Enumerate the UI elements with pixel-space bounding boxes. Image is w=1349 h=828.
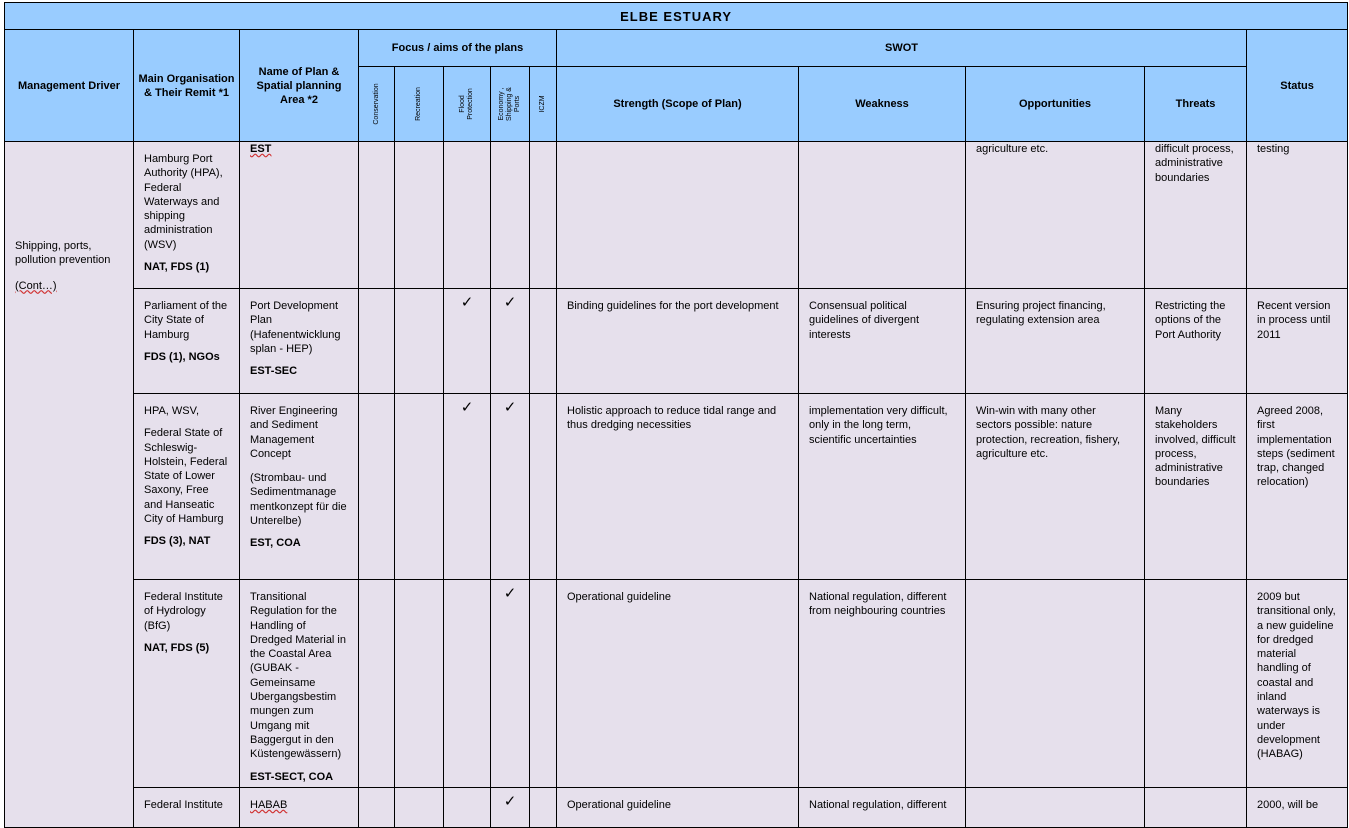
strength-cell: Operational guideline xyxy=(557,580,799,788)
status-cell: 2009 but transitional only, a new guideline for dredged material handling of coastal and inland waterways is under development (HABAG) xyxy=(1247,580,1348,788)
plan-cell: HABAB xyxy=(240,788,359,828)
focus-cell xyxy=(395,289,444,394)
status-cell: 2000, will be xyxy=(1247,788,1348,828)
focus-cell xyxy=(359,142,395,289)
weakness-cell: National regulation, different from neighbouring countries xyxy=(799,580,966,788)
strength-cell: Operational guideline xyxy=(557,788,799,828)
header-strength: Strength (Scope of Plan) xyxy=(557,67,799,142)
focus-cell xyxy=(395,580,444,788)
check-flood-protection: ✓ xyxy=(444,394,491,580)
threats-cell xyxy=(1145,580,1247,788)
strength-cell: Holistic approach to reduce tidal range and thus dredging necessities xyxy=(557,394,799,580)
focus-cell xyxy=(395,788,444,828)
focus-cell xyxy=(395,142,444,289)
focus-cell xyxy=(530,788,557,828)
header-focus-recreation: Recreation xyxy=(395,67,444,142)
org-cell: Federal Institute of Hydrology (BfG) NAT, FDS (5) xyxy=(134,580,240,788)
header-focus-flood-protection: Flood Protection xyxy=(444,67,491,142)
focus-cell xyxy=(530,394,557,580)
weakness-cell: implementation very difficult, only in the long term, scientific uncertainties xyxy=(799,394,966,580)
focus-cell xyxy=(359,394,395,580)
org-cell: Federal Institute xyxy=(134,788,240,828)
focus-cell xyxy=(395,394,444,580)
focus-cell xyxy=(491,142,530,289)
focus-cell xyxy=(444,142,491,289)
threats-cell xyxy=(1145,788,1247,828)
weakness-cell xyxy=(799,142,966,289)
header-status: Status xyxy=(1247,30,1348,142)
table-row xyxy=(5,142,1348,289)
org-cell: Parliament of the City State of Hamburg FDS (1), NGOs xyxy=(134,289,240,394)
status-cell: Recent version in process until 2011 xyxy=(1247,289,1348,394)
opportunities-cell: Win-win with many other sectors possible: nature protection, recreation, fishery, agriculture etc. xyxy=(966,394,1145,580)
header-swot: SWOT xyxy=(557,30,1247,67)
plan-cell: Transitional Regulation for the Handling of Dredged Material in the Coastal Area (GUBAK - Gemeinsame Ubergangsbestim mungen zum Umgang mit Baggergut in den Küstengewässern) EST-SECT, COA xyxy=(240,580,359,788)
opportunities-cell: Ensuring project financing, regulating extension area xyxy=(966,289,1145,394)
strength-cell xyxy=(557,142,799,289)
table-row xyxy=(5,788,1348,828)
org-cell: HPA, WSV, Federal State of Schleswig-Holstein, Federal State of Lower Saxony, Free and Hanseatic City of Hamburg FDS (3), NAT xyxy=(134,394,240,580)
table-row xyxy=(5,580,1348,788)
status-cell: Agreed 2008, first implementation steps (sediment trap, changed relocation) xyxy=(1247,394,1348,580)
header-focus-iczm: ICZM xyxy=(530,67,557,142)
threats-cell: Restricting the options of the Port Authority xyxy=(1145,289,1247,394)
check-flood-protection: ✓ xyxy=(444,289,491,394)
header-main-organisation: Main Organisation & Their Remit *1 xyxy=(134,30,240,142)
opportunities-cell xyxy=(966,788,1145,828)
header-focus-conservation: Conservation xyxy=(359,67,395,142)
focus-cell xyxy=(359,289,395,394)
header-management-driver: Management Driver xyxy=(5,30,134,142)
table-title: ELBE ESTUARY xyxy=(5,3,1348,30)
check-economy: ✓ xyxy=(491,394,530,580)
header-focus: Focus / aims of the plans xyxy=(359,30,557,67)
org-cell: Hamburg Port Authority (HPA), Federal Waterways and shipping administration (WSV) NAT, FDS (1) xyxy=(134,142,240,289)
table-row xyxy=(5,394,1348,580)
opportunities-cell xyxy=(966,580,1145,788)
check-economy: ✓ xyxy=(491,580,530,788)
header-plan-name: Name of Plan & Spatial planning Area *2 xyxy=(240,30,359,142)
table-row xyxy=(5,289,1348,394)
elbe-estuary-table xyxy=(4,2,1348,828)
threats-cell: Many stakeholders involved, difficult process, administrative boundaries xyxy=(1145,394,1247,580)
focus-cell xyxy=(530,580,557,788)
threats-cell: difficult process, administrative boundaries xyxy=(1145,142,1247,289)
header-threats: Threats xyxy=(1145,67,1247,142)
plan-cell: EST xyxy=(240,142,359,289)
weakness-cell: Consensual political guidelines of divergent interests xyxy=(799,289,966,394)
opportunities-cell: agriculture etc. xyxy=(966,142,1145,289)
weakness-cell: National regulation, different xyxy=(799,788,966,828)
check-economy: ✓ xyxy=(491,788,530,828)
header-opportunities: Opportunities xyxy=(966,67,1145,142)
header-focus-economy: Economy , Shipping & Ports xyxy=(491,67,530,142)
focus-cell xyxy=(530,142,557,289)
focus-cell xyxy=(444,580,491,788)
strength-cell: Binding guidelines for the port development xyxy=(557,289,799,394)
check-economy: ✓ xyxy=(491,289,530,394)
plan-cell: Port Development Plan (Hafenentwicklung splan - HEP) EST-SEC xyxy=(240,289,359,394)
header-weakness: Weakness xyxy=(799,67,966,142)
focus-cell xyxy=(530,289,557,394)
focus-cell xyxy=(359,788,395,828)
plan-cell: River Engineering and Sediment Management Concept (Strombau- und Sedimentmanage mentkonzept für die Unterelbe) EST, COA xyxy=(240,394,359,580)
focus-cell xyxy=(359,580,395,788)
management-driver-cell: Shipping, ports, pollution prevention (Cont…) xyxy=(5,142,134,828)
focus-cell xyxy=(444,788,491,828)
status-cell: testing xyxy=(1247,142,1348,289)
